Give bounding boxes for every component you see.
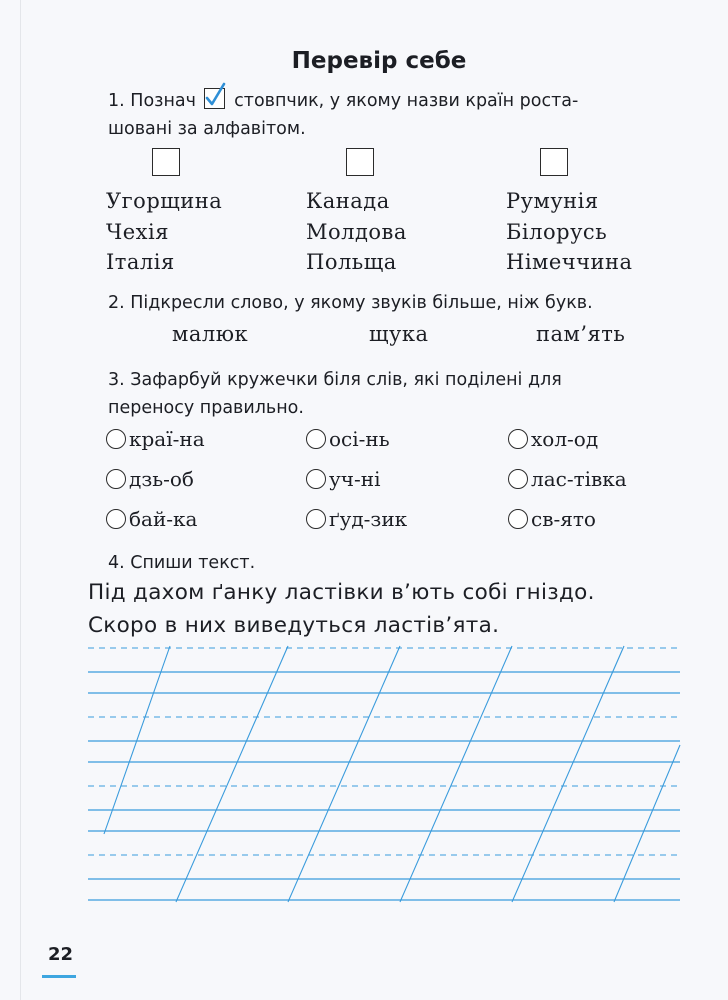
- task1-text-after: стовпчик, у якому назви країн роста-: [234, 91, 579, 111]
- country-item: Німеччина: [506, 250, 633, 274]
- page-number-underline: [42, 975, 76, 978]
- country-item: Канада: [306, 189, 390, 213]
- country-item: Білорусь: [506, 219, 608, 244]
- copy-text-line2: Скоро в них виведуться ластів’ята.: [88, 613, 500, 638]
- task2-word[interactable]: щука: [369, 322, 429, 346]
- syllable-word: краї-на: [129, 427, 205, 451]
- syllable-word: осі-нь: [329, 427, 390, 451]
- country-item: Румунія: [506, 189, 599, 213]
- task3-line1: 3. Зафарбуй кружечки біля слів, які поділені для: [108, 370, 562, 390]
- page-number: 22: [48, 944, 74, 965]
- task2-instruction: 2. Підкресли слово, у якому звуків більше, ніж букв.: [108, 293, 593, 313]
- syllable-word: хол-од: [531, 427, 599, 451]
- syllable-word: св-ято: [531, 507, 596, 531]
- country-item: Чехія: [106, 219, 169, 244]
- country-item: Молдова: [306, 219, 407, 244]
- task2-word[interactable]: пам’ять: [536, 322, 626, 346]
- task1-number: 1.: [108, 91, 125, 111]
- task4-instruction: 4. Спиши текст.: [108, 553, 256, 573]
- syllable-word: лас-тівка: [531, 467, 627, 491]
- syllable-word: ґуд-зик: [329, 507, 408, 531]
- country-item: Польща: [306, 250, 397, 274]
- syllable-word: уч-ні: [329, 467, 381, 491]
- ruling-lines: [88, 646, 680, 902]
- task1-line2: шовані за алфавітом.: [108, 119, 306, 139]
- task1-text-before: Познач: [130, 91, 196, 111]
- country-item: Угорщина: [106, 189, 223, 213]
- country-item: Італія: [106, 250, 175, 274]
- task3-line2: переносу правильно.: [108, 398, 304, 418]
- copy-text-line1: Під дахом ґанку ластівки в’ють собі гніздо.: [88, 580, 595, 605]
- page-title: Перевір себе: [291, 48, 467, 74]
- syllable-word: бай-ка: [129, 507, 198, 531]
- task2-word[interactable]: малюк: [172, 322, 249, 346]
- syllable-word: дзь-об: [129, 467, 194, 491]
